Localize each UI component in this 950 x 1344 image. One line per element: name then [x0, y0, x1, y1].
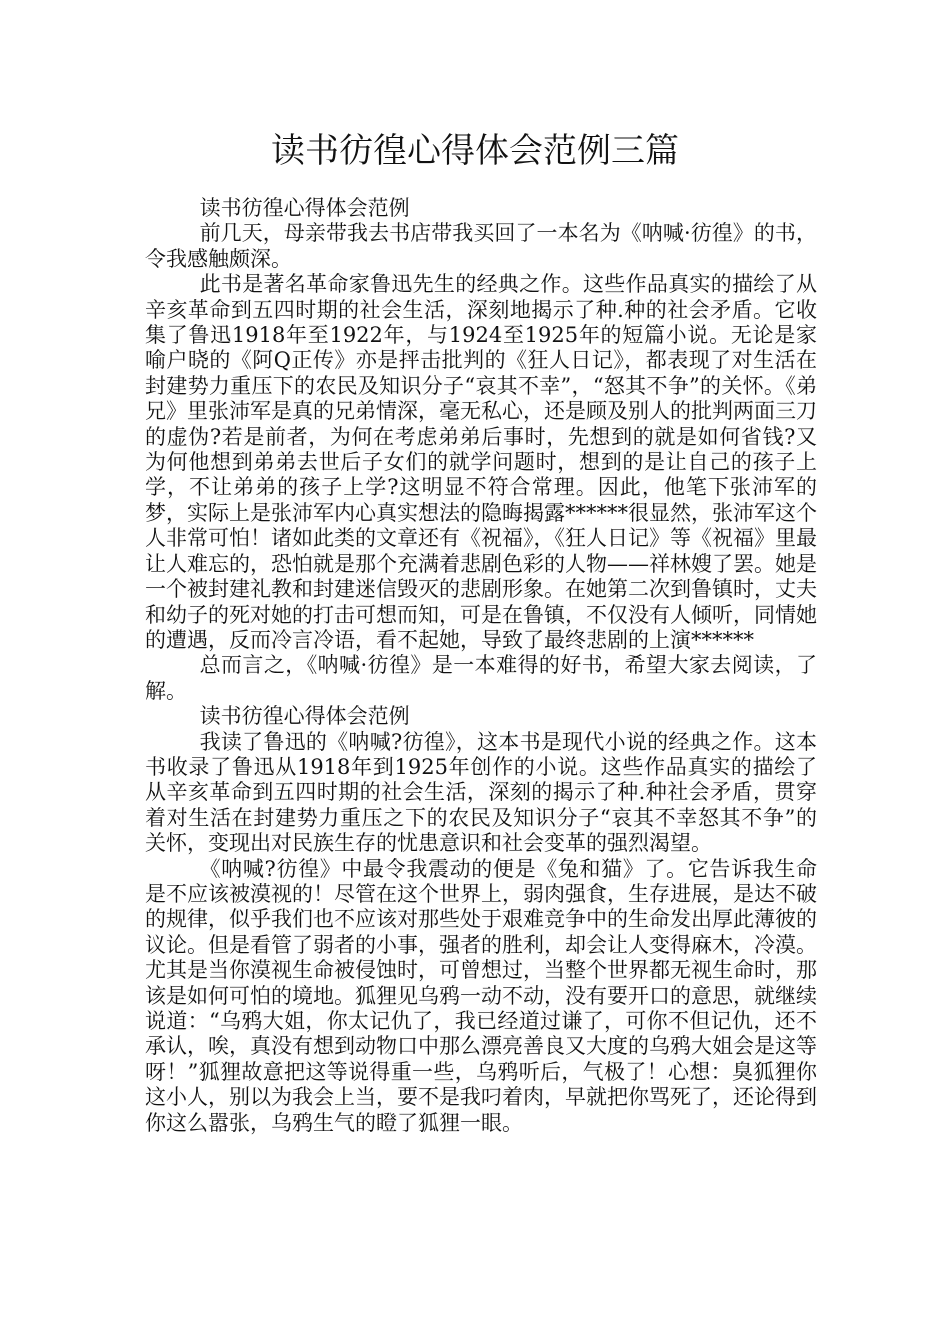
paragraph-4: 我读了鲁迅的《呐喊?彷徨》，这本书是现代小说的经典之作。这本书收录了鲁迅从1918年到1925年创作的小说。这些作品真实的描绘了从辛亥革命到五四时期的社会生活，深刻的揭示了种.种社会矛盾，贯穿着对生活在封建势力重压之下的农民及知识分子“哀其不幸怒其不争”的关怀，变现出对民族生存的忧患意识和社会变革的强烈渴望。: [145, 729, 817, 856]
document-title: 读书彷徨心得体会范例三篇: [271, 131, 679, 171]
section-heading-1: 读书彷徨心得体会范例: [199, 196, 410, 220]
paragraph-2: 此书是著名革命家鲁迅先生的经典之作。这些作品真实的描绘了从辛亥革命到五四时期的社会生活，深刻地揭示了种.种的社会矛盾。它收集了鲁迅1918年至1922年，与1924至1925年的短篇小说。无论是家喻户晓的《阿Q正传》亦是抨击批判的《狂人日记》，都表现了对生活在封建势力重压下的农民及知识分子“哀其不幸”，“怒其不争”的关怀。《弟兄》里张沛军是真的兄弟情深，毫无私心，还是顾及别人的批判两面三刀的虚伪?若是前者，为何在考虑弟弟后事时，先想到的就是如何省钱?又为何他想到弟弟去世后子女们的就学问题时，想到的是让自己的孩子上学，不让弟弟的孩子上学?这明显不符合常理。因此，他笔下张沛军的梦，实际上是张沛军内心真实想法的隐晦揭露******很显然，张沛军这个人非常可怕！诸如此类的文章还有《祝福》，《狂人日记》等《祝福》里最让人难忘的，恐怕就是那个充满着悲剧色彩的人物——祥林嫂了罢。她是一个被封建礼教和封建迷信毁灭的悲剧形象。在她第二次到鲁镇时，丈夫和幼子的死对她的打击可想而知，可是在鲁镇，不仅没有人倾听，同情她的遭遇，反而冷言冷语，看不起她，导致了最终悲剧的上演******: [145, 272, 817, 652]
paragraph-1: 前几天，母亲带我去书店带我买回了一本名为《呐喊·彷徨》的书，令我感触颇深。: [145, 221, 817, 271]
document-body: [145, 196, 817, 1136]
paragraph-5: 《呐喊?彷徨》中最令我震动的便是《兔和猫》了。它告诉我生命是不应该被漠视的！尽管在这个世界上，弱肉强食，生存进展，是达不破的规律，似乎我们也不应该对那些处于艰难竞争中的生命发出厚此薄彼的议论。但是看管了弱者的小事，强者的胜利，却会让人变得麻木，冷漠。尤其是当你漠视生命被侵蚀时，可曾想过，当整个世界都无视生命时，那该是如何可怕的境地。狐狸见乌鸦一动不动，没有要开口的意思，就继续说道：“乌鸦大姐，你太记仇了，我已经道过谦了，可你不但记仇，还不承认，唉，真没有想到动物口中那么漂亮善良又大度的乌鸦大姐会是这等呀！”狐狸故意把这等说得重一些，乌鸦听后，气极了！心想：臭狐狸你这小人，别以为我会上当，要不是我叼着肉，早就把你骂死了，还论得到你这么嚣张，乌鸦生气的瞪了狐狸一眼。: [145, 856, 817, 1135]
paragraph-3: 总而言之，《呐喊·彷徨》是一本难得的好书，希望大家去阅读，了解。: [145, 653, 817, 703]
section-heading-2: 读书彷徨心得体会范例: [199, 704, 410, 729]
